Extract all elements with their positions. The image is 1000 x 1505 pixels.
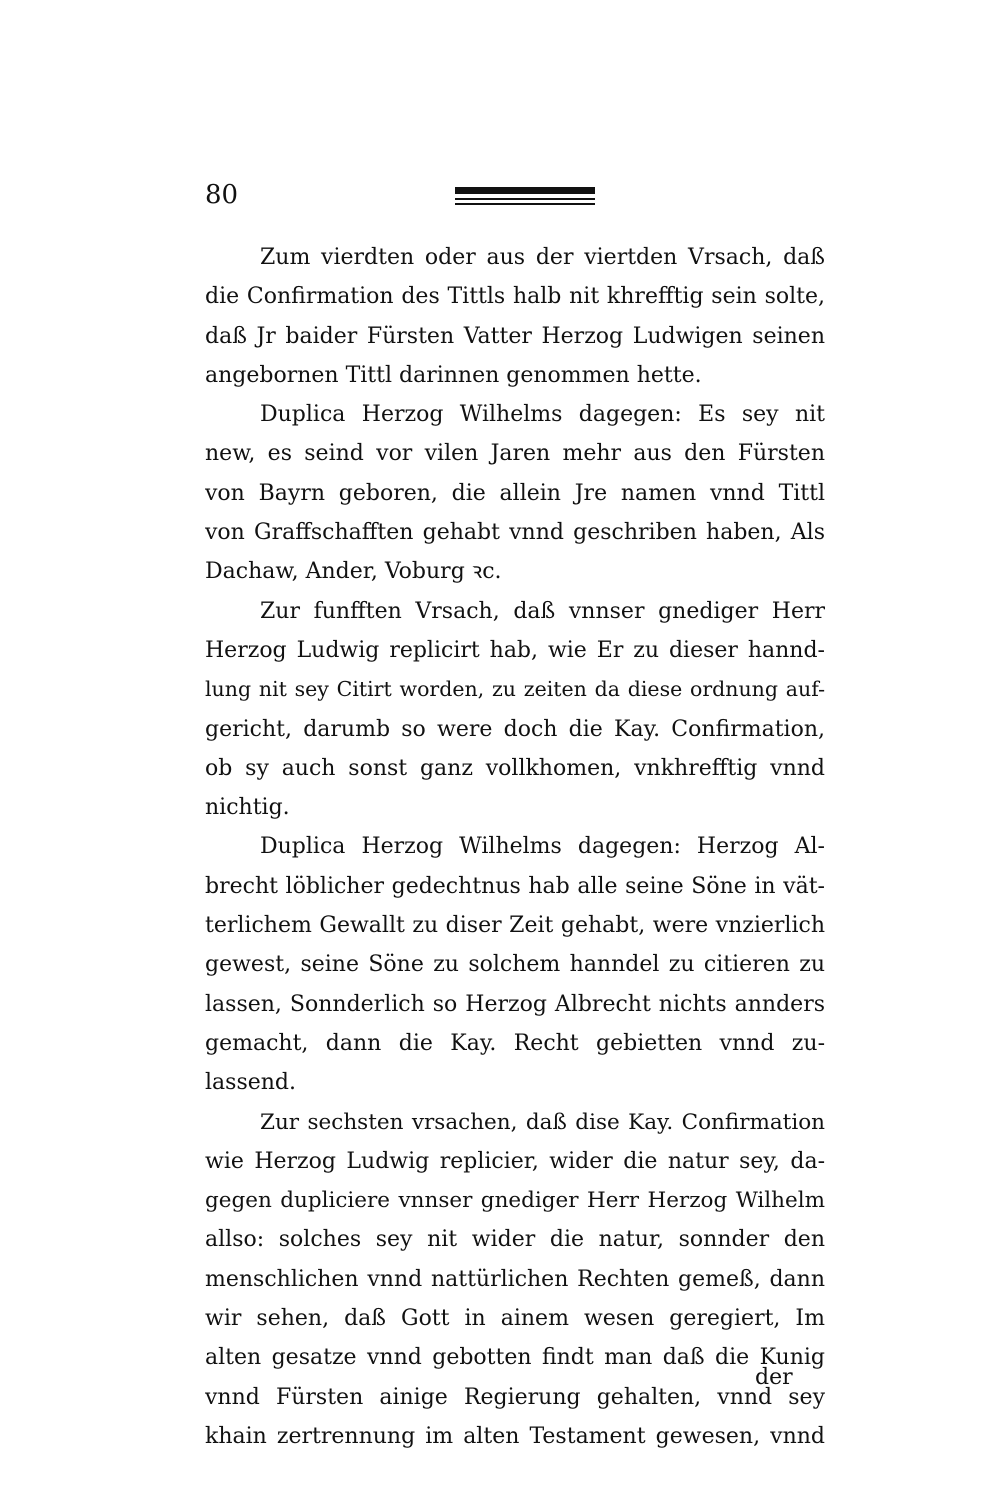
text-line: gemacht, dann die Kay. Recht gebietten vnnd zu- bbox=[205, 1030, 825, 1056]
text-line: Herzog Ludwig replicirt hab, wie Er zu dieser hannd- bbox=[205, 637, 825, 663]
text-line: gericht, darumb so were doch die Kay. Confirmation, bbox=[205, 716, 825, 742]
catchword: der bbox=[755, 1365, 793, 1390]
text-line: die Confirmation des Tittls halb nit khrefftig sein solte, bbox=[205, 284, 825, 310]
text-block bbox=[205, 238, 825, 1456]
text-line: Duplica Herzog Wilhelms dagegen: Es sey nit bbox=[260, 402, 825, 428]
text-line: Zum vierdten oder aus der viertden Vrsach, daß bbox=[260, 245, 825, 270]
text-line: gegen dupliciere vnnser gnediger Herr Herzog Wilhelm bbox=[205, 1188, 825, 1214]
text-line: von Graffschafften gehabt vnnd geschriben haben, Als bbox=[205, 520, 825, 546]
text-line: ob sy auch sonst ganz vollkhomen, vnkhrefftig vnnd bbox=[205, 755, 825, 781]
text-line: alten gesatze vnnd gebotten findt man daß die Kunig bbox=[205, 1345, 825, 1371]
text-line: wir sehen, daß Gott in ainem wesen geregiert, Im bbox=[205, 1306, 825, 1332]
text-line: Zur funfften Vrsach, daß vnnser gnediger Herr bbox=[260, 598, 825, 624]
text-line: new, es seind vor vilen Jaren mehr aus den Fürsten bbox=[205, 441, 825, 467]
text-line: vnnd Fürsten ainige Regierung gehalten, vnnd sey bbox=[205, 1384, 825, 1410]
text-line: lassend. bbox=[205, 1070, 296, 1096]
text-line: daß Jr baider Fürsten Vatter Herzog Ludwigen seinen bbox=[205, 323, 825, 349]
header-rule bbox=[455, 187, 595, 208]
text-line: von Bayrn geboren, die allein Jre namen vnnd Tittl bbox=[205, 480, 825, 506]
text-line: angebornen Tittl darinnen genommen hette. bbox=[205, 362, 702, 388]
text-line: nichtig. bbox=[205, 795, 290, 821]
text-line: lung nit sey Citirt worden, zu zeiten da diese ordnung auf- bbox=[205, 677, 825, 702]
header-rule-thick bbox=[455, 187, 595, 194]
page-number: 80 bbox=[205, 180, 239, 210]
text-line: brecht löblicher gedechtnus hab alle seine Söne in vät- bbox=[205, 873, 825, 899]
text-line: Zur sechsten vrsachen, daß dise Kay. Confirmation bbox=[260, 1109, 825, 1135]
text-line: khain zertrennung im alten Testament gewesen, vnnd bbox=[205, 1423, 825, 1449]
text-line: lassen, Sonnderlich so Herzog Albrecht nichts annders bbox=[205, 991, 825, 1017]
text-line: allso: solches sey nit wider die natur, sonnder den bbox=[205, 1227, 825, 1253]
text-line: Dachaw, Ander, Voburg ꝛc. bbox=[205, 559, 502, 585]
text-line: menschlichen vnnd nattürlichen Rechten gemeß, dann bbox=[205, 1266, 825, 1292]
header-rule-thin-2 bbox=[455, 203, 595, 205]
text-line: Duplica Herzog Wilhelms dagegen: Herzog Al- bbox=[260, 834, 825, 860]
text-line: wie Herzog Ludwig replicier, wider die natur sey, da- bbox=[205, 1148, 825, 1174]
text-line: terlichem Gewallt zu diser Zeit gehabt, were vnzierlich bbox=[205, 913, 825, 939]
text-line: gewest, seine Söne zu solchem hanndel zu citieren zu bbox=[205, 952, 825, 978]
header-rule-thin bbox=[455, 198, 595, 200]
